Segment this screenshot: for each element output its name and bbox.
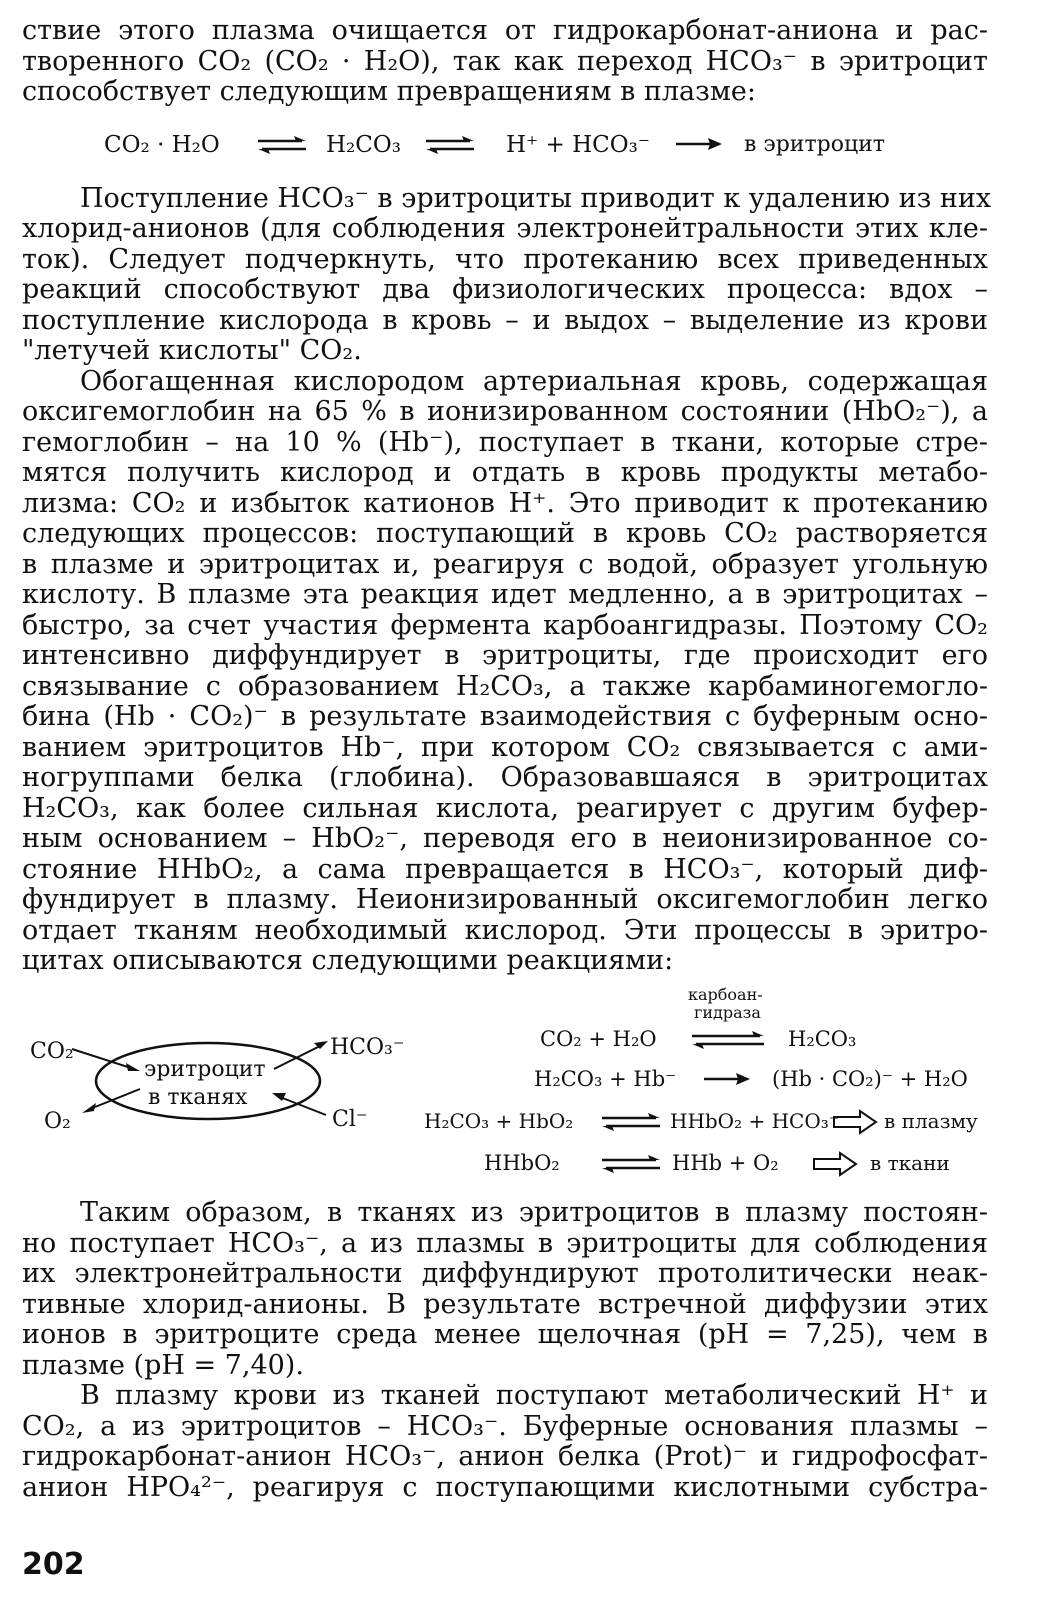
reaction-4-right: HHb + O₂: [672, 1151, 779, 1175]
reaction-1-left: CO₂ + H₂O: [540, 1027, 657, 1051]
page-body-lower: [22, 1198, 988, 1503]
co2-label: CO₂: [30, 1039, 74, 1064]
reaction-2-right: (Hb · CO₂)⁻ + H₂O: [772, 1067, 968, 1091]
text-line: тивные хлорид-анионы. В результате встречной диффузии этих: [22, 1288, 988, 1320]
text-line: ным основанием – HbO₂⁻, переводя его в неионизированное со-: [22, 823, 988, 854]
right-arrow-icon: [674, 136, 724, 152]
text-line: плазме (pH = 7,40).: [22, 1349, 304, 1381]
page-body: [22, 15, 992, 977]
reaction-1-right: H₂CO₃: [788, 1027, 857, 1051]
enzyme-label-1: карбоан-: [688, 985, 763, 1004]
text-line: H₂CO₃, как более сильная кислота, реагирует с другим буфер-: [22, 792, 988, 824]
text-line: мятся получить кислород и отдать в кровь продукты метабо-: [22, 457, 988, 488]
text-line: фундирует в плазму. Неионизированный оксигемоглобин легко: [22, 884, 988, 915]
page-number: 202: [22, 1547, 85, 1582]
eq-destination: в эритроцит: [744, 132, 885, 157]
text-line: Обогащенная кислородом артериальная кровь, содержащая: [80, 365, 988, 397]
text-line: гемоглобин – на 10 % (Hb⁻), поступает в ткани, которые стре-: [22, 426, 988, 458]
text-line: бина (Hb · CO₂)⁻ в результате взаимодействия с буферным осно-: [22, 701, 988, 732]
equilibrium-arrow-icon: [600, 1153, 662, 1175]
hollow-arrow-icon: [812, 1151, 858, 1177]
text-line: ствие этого плазма очищается от гидрокарбонат-аниона и рас-: [22, 15, 988, 46]
text-line: цитах описываются следующими реакциями:: [22, 945, 674, 976]
hco3-label: HCO₃⁻: [330, 1035, 405, 1060]
reaction-3-dest: в плазму: [884, 1109, 978, 1133]
equilibrium-arrow-icon: [256, 134, 308, 156]
text-line: ванием эритроцитов Hb⁻, при котором CO₂ связывается с ами-: [22, 731, 988, 763]
text-line: творенного CO₂ (CO₂ · H₂O), так как переход HCO₃⁻ в эритроцит: [22, 45, 988, 77]
text-line: оксигемоглобин на 65 % в ионизированном состоянии (HbO₂⁻), а: [22, 396, 988, 427]
paragraph-3: [22, 367, 988, 977]
text-line: ногруппами белка (глобина). Образовавшаяся в эритроцитах: [22, 762, 988, 793]
cl-label: Cl⁻: [332, 1107, 368, 1132]
text-line: Таким образом, в тканях из эритроцитов в плазму постоян-: [80, 1197, 988, 1228]
o2-label: O₂: [44, 1109, 71, 1134]
reaction-3-right: HHbO₂ + HCO₃⁻: [670, 1109, 840, 1133]
eq-term-co2-h2o: CO₂ · H₂O: [104, 132, 220, 158]
text-line: следующих процессов: поступающий в кровь CO₂ растворяется: [22, 518, 988, 549]
text-line: в плазме и эритроцитах и, реагируя с водой, образует угольную: [22, 548, 988, 580]
text-line: гидрокарбонат-анион HCO₃⁻, анион белка (Prot)⁻ и гидрофосфат-: [22, 1441, 988, 1472]
text-line: но поступает HCO₃⁻, а из плазмы в эритроциты для соблюдения: [22, 1227, 988, 1259]
erythrocyte-diagram: [22, 985, 1002, 1185]
text-line: поступление кислорода в кровь – и выдох – выделение из крови: [22, 304, 988, 336]
reaction-4-dest: в ткани: [870, 1151, 950, 1175]
paragraph-2: [22, 182, 992, 367]
text-line: Поступление HCO₃⁻ в эритроциты приводит к удалению из них: [80, 182, 992, 214]
text-line: "летучей кислоты" CO₂.: [22, 335, 362, 366]
text-line: быстро, за счет участия фермента карбоангидразы. Поэтому CO₂: [22, 609, 988, 641]
equilibrium-arrow-icon: [424, 134, 476, 156]
paragraph-5: [22, 1381, 988, 1503]
eq-term-h2co3: H₂CO₃: [326, 132, 401, 158]
text-line: ионов в эритроците среда менее щелочная (pH = 7,25), чем в: [22, 1319, 988, 1350]
text-line: способствует следующим превращениям в плазме:: [22, 76, 756, 107]
text-line: хлорид-анионов (для соблюдения электронейтральности этих кле-: [22, 213, 988, 244]
right-arrow-icon: [702, 1071, 752, 1087]
reaction-2-left: H₂CO₃ + Hb⁻: [534, 1067, 677, 1091]
text-line: их электронейтральности диффундируют протолитически неак-: [22, 1258, 988, 1289]
text-line: интенсивно диффундирует в эритроциты, где происходит его: [22, 640, 988, 671]
text-line: связывание с образованием H₂CO₃, а также карбаминогемогло-: [22, 670, 988, 702]
cell-label-2: в тканях: [148, 1085, 248, 1110]
equilibrium-arrow-icon: [690, 1029, 766, 1051]
enzyme-label-2: гидраза: [694, 1003, 761, 1022]
eq-term-h-hco3: H⁺ + HCO₃⁻: [506, 132, 650, 158]
text-line: стояние HHbO₂, а сама превращается в HCO₃⁻, который диф-: [22, 853, 988, 885]
hollow-arrow-icon: [832, 1109, 878, 1135]
text-line: кислоту. В плазме эта реакция идет медленно, а в эритроцитах –: [22, 579, 988, 610]
reaction-4-left: HHbO₂: [484, 1151, 560, 1175]
paragraph-4: [22, 1198, 988, 1381]
text-line: В плазму крови из тканей поступают метаболический H⁺ и: [80, 1380, 988, 1411]
cell-label-1: эритроцит: [144, 1057, 266, 1082]
equilibrium-arrow-icon: [600, 1111, 662, 1133]
reaction-3-left: H₂CO₃ + HbO₂: [424, 1109, 574, 1133]
text-line: анион HPO₄²⁻, реагируя с поступающими кислотными субстра-: [22, 1471, 988, 1503]
text-line: отдает тканям необходимый кислород. Эти процессы в эритро-: [22, 914, 988, 946]
paragraph-1: [22, 16, 988, 108]
text-line: ток). Следует подчеркнуть, что протеканию всех приведенных: [22, 243, 988, 275]
text-line: CO₂, а из эритроцитов – HCO₃⁻. Буферные основания плазмы –: [22, 1410, 988, 1442]
text-line: лизма: CO₂ и избыток катионов H⁺. Это приводит к протеканию: [22, 487, 988, 519]
text-line: реакций способствуют два физиологических процесса: вдох –: [22, 274, 988, 305]
